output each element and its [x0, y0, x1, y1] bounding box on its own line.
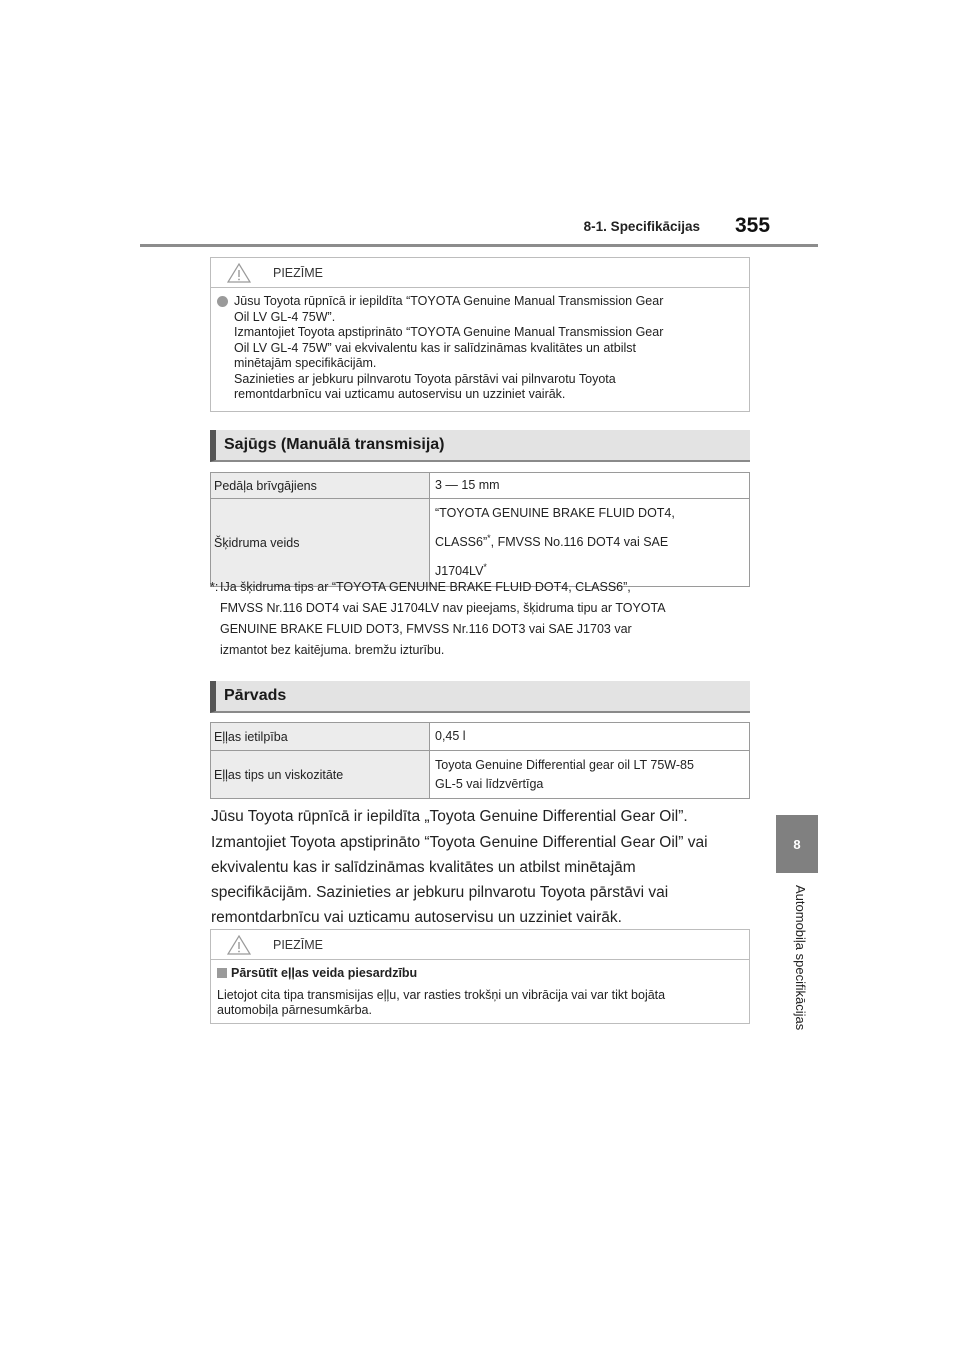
table-cell-value	[430, 499, 750, 587]
fluid-type-line3: J1704LV	[435, 564, 484, 579]
chapter-number: 8	[793, 836, 801, 852]
note-text: Jūsu Toyota rūpnīcā ir iepildīta “TOYOTA Genuine Manual Transmission Gear Oil LV GL-4 75W”. Izmantojiet Toyota apstiprināto “TOYOTA Genuine Manual Transmission Gear Oil LV GL-4 75W” vai ekvivalentu kas ir salīdzināmas kvalitātes un atbilst minētajām specifikācijām. Sazinieties ar jebkuru pilnvarotu Toyota pārstāvi vai pilnvarotu Toyota remontdarbnīcu vai uzticamu autoservisu un uzziniet vairāk.	[234, 294, 664, 401]
note-header	[211, 258, 749, 288]
section-heading-clutch: Sajūgs (Manuālā transmisija)	[210, 430, 750, 462]
note-text: Lietojot cita tipa transmisijas eļļu, var rasties trokšņi un vibrācija vai var tikt bojāta automobiļa pārnesumkārba.	[217, 987, 666, 1017]
fluid-type-line1: “TOYOTA GENUINE BRAKE FLUID DOT4,	[435, 506, 675, 520]
page-number: 355	[735, 214, 771, 237]
note-heading: PIEZĪME	[273, 937, 324, 952]
warning-icon	[227, 935, 251, 955]
table-row	[211, 499, 750, 587]
bullet-icon	[217, 296, 228, 307]
table-cell-label: Eļļas tips un viskozitāte	[211, 751, 430, 799]
fluid-type-line2b: , FMVSS No.116 DOT4 vai SAE	[490, 535, 669, 550]
footnote-marker: *	[487, 533, 491, 543]
transfer-spec-table	[210, 722, 750, 799]
warning-icon	[227, 263, 251, 283]
fluid-type-line2a: CLASS6”	[435, 535, 488, 550]
note-header	[211, 930, 749, 960]
note-body	[211, 960, 749, 1027]
table-cell-label: Šķidruma veids	[211, 499, 430, 587]
header-rule	[140, 244, 818, 247]
note-box-transfer-oil	[210, 929, 750, 1024]
table-row	[211, 751, 750, 799]
paragraph-factory-fill: Jūsu Toyota rūpnīcā ir iepildīta „Toyota Genuine Differential Gear Oil”.	[211, 808, 688, 825]
table-cell-value: 3 — 15 mm	[430, 473, 750, 499]
clutch-spec-table	[210, 472, 750, 587]
note-box-gear-oil	[210, 257, 750, 412]
paragraph-recommendation: Izmantojiet Toyota apstiprināto “Toyota Genuine Differential Gear Oil” vai ekvivalentu kas ir salīdzināmas kvalitātes un atbilst minētajām specifikācijām. Sazinieties ar jebkuru pilnvarotu Toyota pārstāvi vai remontdarbnīcu vai uzticamu autoservisu un uzziniet vairāk.	[211, 834, 708, 926]
square-bullet-icon	[217, 968, 227, 978]
chapter-title: Automobiļa specifikācijas	[793, 885, 808, 1031]
footnote	[210, 577, 750, 661]
section-heading-transfer: Pārvads	[210, 681, 750, 713]
section-title: 8-1. Specifikācijas	[583, 219, 700, 234]
table-cell-value: Toyota Genuine Differential gear oil LT 75W-85 GL-5 vai līdzvērtīga	[430, 751, 750, 799]
table-cell-value: 0,45 l	[430, 723, 750, 751]
note-body	[211, 288, 749, 411]
chapter-tab	[776, 815, 818, 873]
table-cell-label: Pedāļa brīvgājiens	[211, 473, 430, 499]
note-heading: PIEZĪME	[273, 265, 324, 280]
footnote-star: *:	[210, 580, 219, 594]
note-title: Pārsūtīt eļļas veida piesardzību	[231, 966, 418, 980]
table-cell-label: Eļļas ietilpība	[211, 723, 430, 751]
table-row	[211, 473, 750, 499]
footnote-marker: *	[483, 562, 487, 573]
table-row	[211, 723, 750, 751]
footnote-text: IJa šķidruma tips ar “TOYOTA GENUINE BRAKE FLUID DOT4, CLASS6”, FMVSS Nr.116 DOT4 vai SAE J1704LV nav pieejams, šķidruma tipu ar TOYOTA GENUINE BRAKE FLUID DOT3, FMVSS Nr.116 DOT3 vai SAE J1703 var izmantot bez kaitējuma. bremžu izturību.	[220, 580, 666, 657]
